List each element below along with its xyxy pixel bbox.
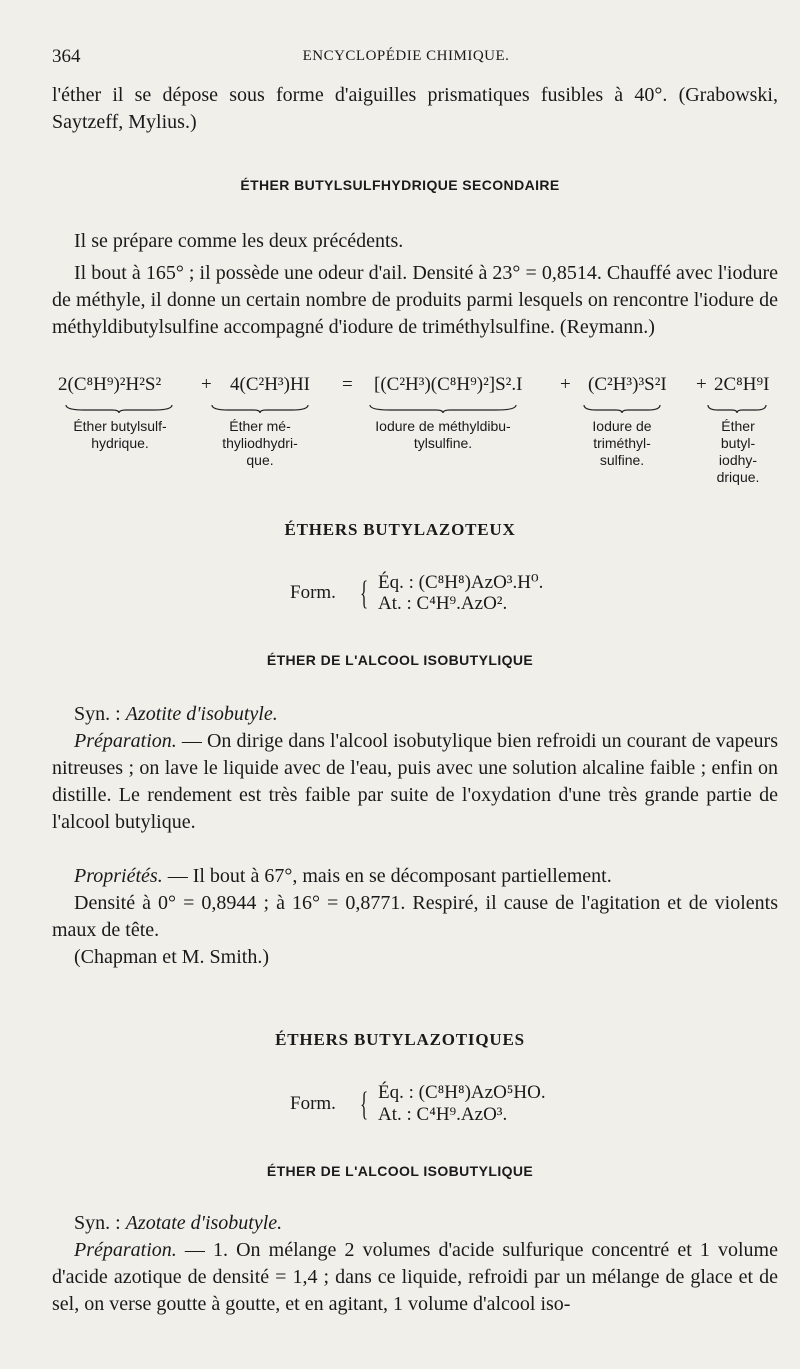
prep-label: Préparation. (74, 1239, 177, 1261)
citation: (Chapman et M. Smith.) (74, 946, 269, 968)
equation-label: Iodure de méthyldibu- tylsulfine. (375, 418, 511, 451)
equation-label: Éther butyl- iodhy- drique. (716, 418, 760, 485)
syn-value: Azotate d'isobutyle. (125, 1212, 283, 1234)
brace-icon (64, 404, 174, 414)
equation-operator: + (201, 374, 212, 395)
syn-label: Syn. : (74, 1212, 121, 1234)
formula-block (290, 571, 610, 619)
section-title-isobutylique-2: ÉTHER DE L'ALCOOL ISOBUTYLIQUE (266, 1163, 534, 1179)
formula-equivalent: Éq. : (C⁸H⁸)AzO³.H⁰. (378, 572, 544, 593)
equation-label: Éther mé- thyliodhydri- que. (222, 418, 298, 468)
equation-operator: + (560, 374, 571, 395)
equation-operator: = (342, 374, 353, 395)
properties-paragraph (52, 863, 778, 890)
syn-label: Syn. : (74, 703, 121, 725)
preparation-paragraph (52, 1237, 778, 1318)
formula-equivalent: Éq. : (C⁸H⁸)AzO⁵HO. (378, 1082, 546, 1103)
page-number: 364 (52, 46, 81, 67)
paragraph: Il bout à 165° ; il possède une odeur d'ail. Densité à 23° = 0,8514. Chauffé avec l'iodure de méthyle, il donne un certain nombre de produits parmi lesquels on rencontre l'iodure de méthyldibutylsulfine accompagné d'iodure de triméthylsulfine. (Reymann.) (52, 262, 778, 338)
equation-label: Éther butylsulf- hydrique. (73, 418, 167, 451)
section-title-isobutylique: ÉTHER DE L'ALCOOL ISOBUTYLIQUE (266, 652, 534, 668)
brace-icon (210, 404, 310, 414)
preparation-paragraph (52, 728, 778, 836)
brace-icon (368, 404, 518, 414)
density-paragraph: Densité à 0° = 0,8944 ; à 16° = 0,8771. Respiré, il cause de l'agitation et de violents maux de tête. (52, 892, 778, 941)
equation-term: [(C²H³)(C⁸H⁹)²]S².I (374, 374, 523, 395)
synonym-line (52, 701, 778, 728)
continuation-paragraph: l'éther il se dépose sous forme d'aiguilles prismatiques fusibles à 40°. (Grabowski, Saytzeff, Mylius.) (52, 84, 778, 133)
paragraph: Il se prépare comme les deux précédents. (74, 230, 404, 252)
formula-atomic: At. : C⁴H⁹.AzO². (378, 593, 508, 614)
formula-atomic: At. : C⁴H⁹.AzO³. (378, 1104, 508, 1125)
brace-icon (582, 404, 662, 414)
brace-icon (706, 404, 768, 414)
section-title-butylazoteux: ÉTHERS BUTYLAZOTEUX (284, 520, 516, 539)
prep-text: — 1. On mélange 2 volumes d'acide sulfurique concentré et 1 volume d'acide azotique de densité = 1,4 ; dans ce liquide, refroidi par un mélange de glace et de sel, on verse goutte à goutte, et en agitant, 1 volume d'alcool iso- (52, 1239, 778, 1315)
curly-brace-icon: { (360, 1086, 369, 1123)
prop-text: — Il bout à 67°, mais en se décomposant partiellement. (162, 865, 612, 887)
formula-block (290, 1082, 610, 1130)
equation-term: 2(C⁸H⁹)²H²S² (58, 374, 162, 395)
equation-label: Iodure de triméthyl- sulfine. (592, 418, 652, 468)
prep-label: Préparation. (74, 730, 177, 752)
formula-label: Form. (290, 1093, 336, 1114)
running-title: ENCYCLOPÉDIE CHIMIQUE. (302, 48, 510, 64)
section-title-butylsulfhydrique: ÉTHER BUTYLSULFHYDRIQUE SECONDAIRE (240, 177, 560, 193)
equation-term: 4(C²H³)HI (230, 374, 310, 395)
section-title-butylazotiques: ÉTHERS BUTYLAZOTIQUES (275, 1030, 525, 1049)
prop-label: Propriétés. (74, 865, 163, 887)
formula-label: Form. (290, 582, 336, 603)
curly-brace-icon: { (360, 575, 369, 612)
equation-term: 2C⁸H⁹I (714, 374, 770, 395)
running-header (52, 46, 760, 70)
prep-text: — On dirige dans l'alcool isobutylique bien refroidi un courant de vapeurs nitreuses ; on lave le liquide avec de l'eau, puis avec une solution alcaline faible ; enfin on distille. Le rendement est très faible par suite de l'oxydation d'une très grande partie de l'alcool butylique. (52, 730, 778, 833)
equation-operator: + (696, 374, 707, 395)
syn-value: Azotite d'isobutyle. (125, 703, 278, 725)
synonym-line (52, 1210, 778, 1237)
equation-term: (C²H³)³S²I (588, 374, 667, 395)
